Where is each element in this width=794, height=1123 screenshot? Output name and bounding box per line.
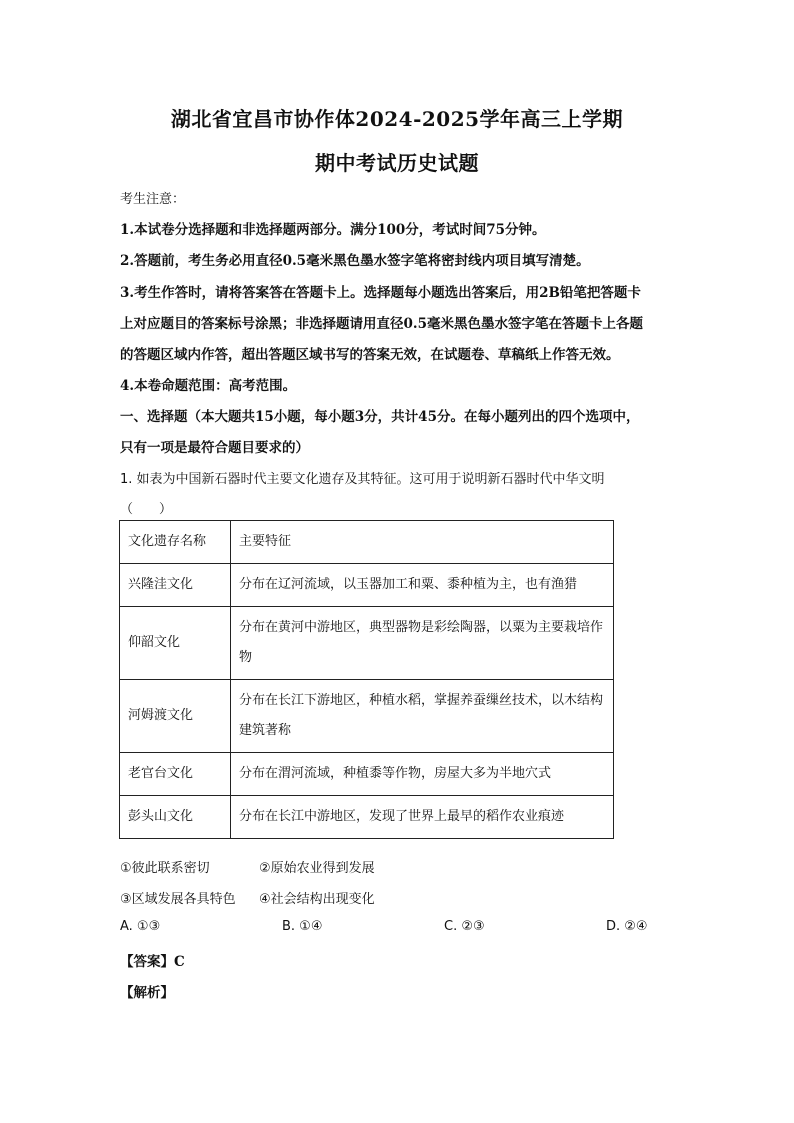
statement-4: ④社会结构出现变化: [259, 892, 375, 907]
culture-name-cell: 老官台文化: [120, 753, 231, 796]
option-d: D. ②④: [606, 919, 648, 934]
notice-item-4: 4.本卷命题范围：高考范围。: [120, 378, 297, 394]
header-cell-feature: 主要特征: [231, 521, 614, 564]
section-heading-line2: 只有一项是最符合题目要求的）: [120, 440, 309, 456]
culture-feature-cell: 分布在黄河中游地区，典型器物是彩绘陶器，以粟为主要栽培作物: [231, 607, 614, 680]
culture-feature-cell: 分布在渭河流域，种植黍等作物，房屋大多为半地穴式: [231, 753, 614, 796]
culture-name-cell: 兴隆洼文化: [120, 564, 231, 607]
analysis-label: 【解析】: [120, 985, 174, 1001]
notice-item-3-line3: 的答题区域内作答，超出答题区域书写的答案无效，在试题卷、草稿纸上作答无效。: [120, 347, 620, 363]
table-header-row: [120, 521, 614, 564]
exam-title-line2: 期中考试历史试题: [315, 151, 479, 175]
notice-item-2: 2.答题前，考生务必用直径0.5毫米黑色墨水签字笔将密封线内项目填写清楚。: [120, 253, 590, 269]
option-a: A. ①③: [120, 919, 161, 934]
answer-label: 【答案】C: [120, 954, 185, 970]
table-row: [120, 796, 614, 839]
answer-bracket: （ ）: [120, 502, 173, 517]
option-b: B. ①④: [282, 919, 323, 934]
statement-3: ③区域发展各具特色: [120, 892, 236, 907]
culture-name-cell: 仰韶文化: [120, 607, 231, 680]
culture-feature-cell: 分布在辽河流域，以玉器加工和粟、黍种植为主，也有渔猎: [231, 564, 614, 607]
notice-item-3-line1: 3.考生作答时，请将答案答在答题卡上。选择题每小题选出答案后，用2B铅笔把答题卡: [120, 285, 641, 301]
notice-item-1: 1.本试卷分选择题和非选择题两部分。满分100分，考试时间75分钟。: [120, 222, 546, 238]
header-cell-name: 文化遗存名称: [120, 521, 231, 564]
culture-name-cell: 河姆渡文化: [120, 680, 231, 753]
culture-feature-cell: 分布在长江下游地区，种植水稻，掌握养蚕缫丝技术，以木结构建筑著称: [231, 680, 614, 753]
statement-2: ②原始农业得到发展: [259, 861, 375, 876]
section-heading-line1: 一、选择题（本大题共15小题，每小题3分，共计45分。在每小题列出的四个选项中，: [120, 409, 640, 425]
culture-table: [119, 520, 614, 839]
notice-heading: 考生注意：: [120, 192, 186, 207]
statement-1: ①彼此联系密切: [120, 861, 210, 876]
question-1-stem: 1. 如表为中国新石器时代主要文化遗存及其特征。这可用于说明新石器时代中华文明: [120, 472, 605, 487]
table-row: [120, 753, 614, 796]
table-row: [120, 680, 614, 753]
culture-name-cell: 彭头山文化: [120, 796, 231, 839]
culture-feature-cell: 分布在长江中游地区，发现了世界上最早的稻作农业痕迹: [231, 796, 614, 839]
exam-title-line1: 湖北省宜昌市协作体2024-2025学年高三上学期: [170, 107, 624, 131]
table-row: [120, 607, 614, 680]
table-row: [120, 564, 614, 607]
notice-item-3-line2: 上对应题目的答案标号涂黑；非选择题请用直径0.5毫米黑色墨水签字笔在答题卡上各题: [120, 316, 643, 332]
option-c: C. ②③: [444, 919, 485, 934]
